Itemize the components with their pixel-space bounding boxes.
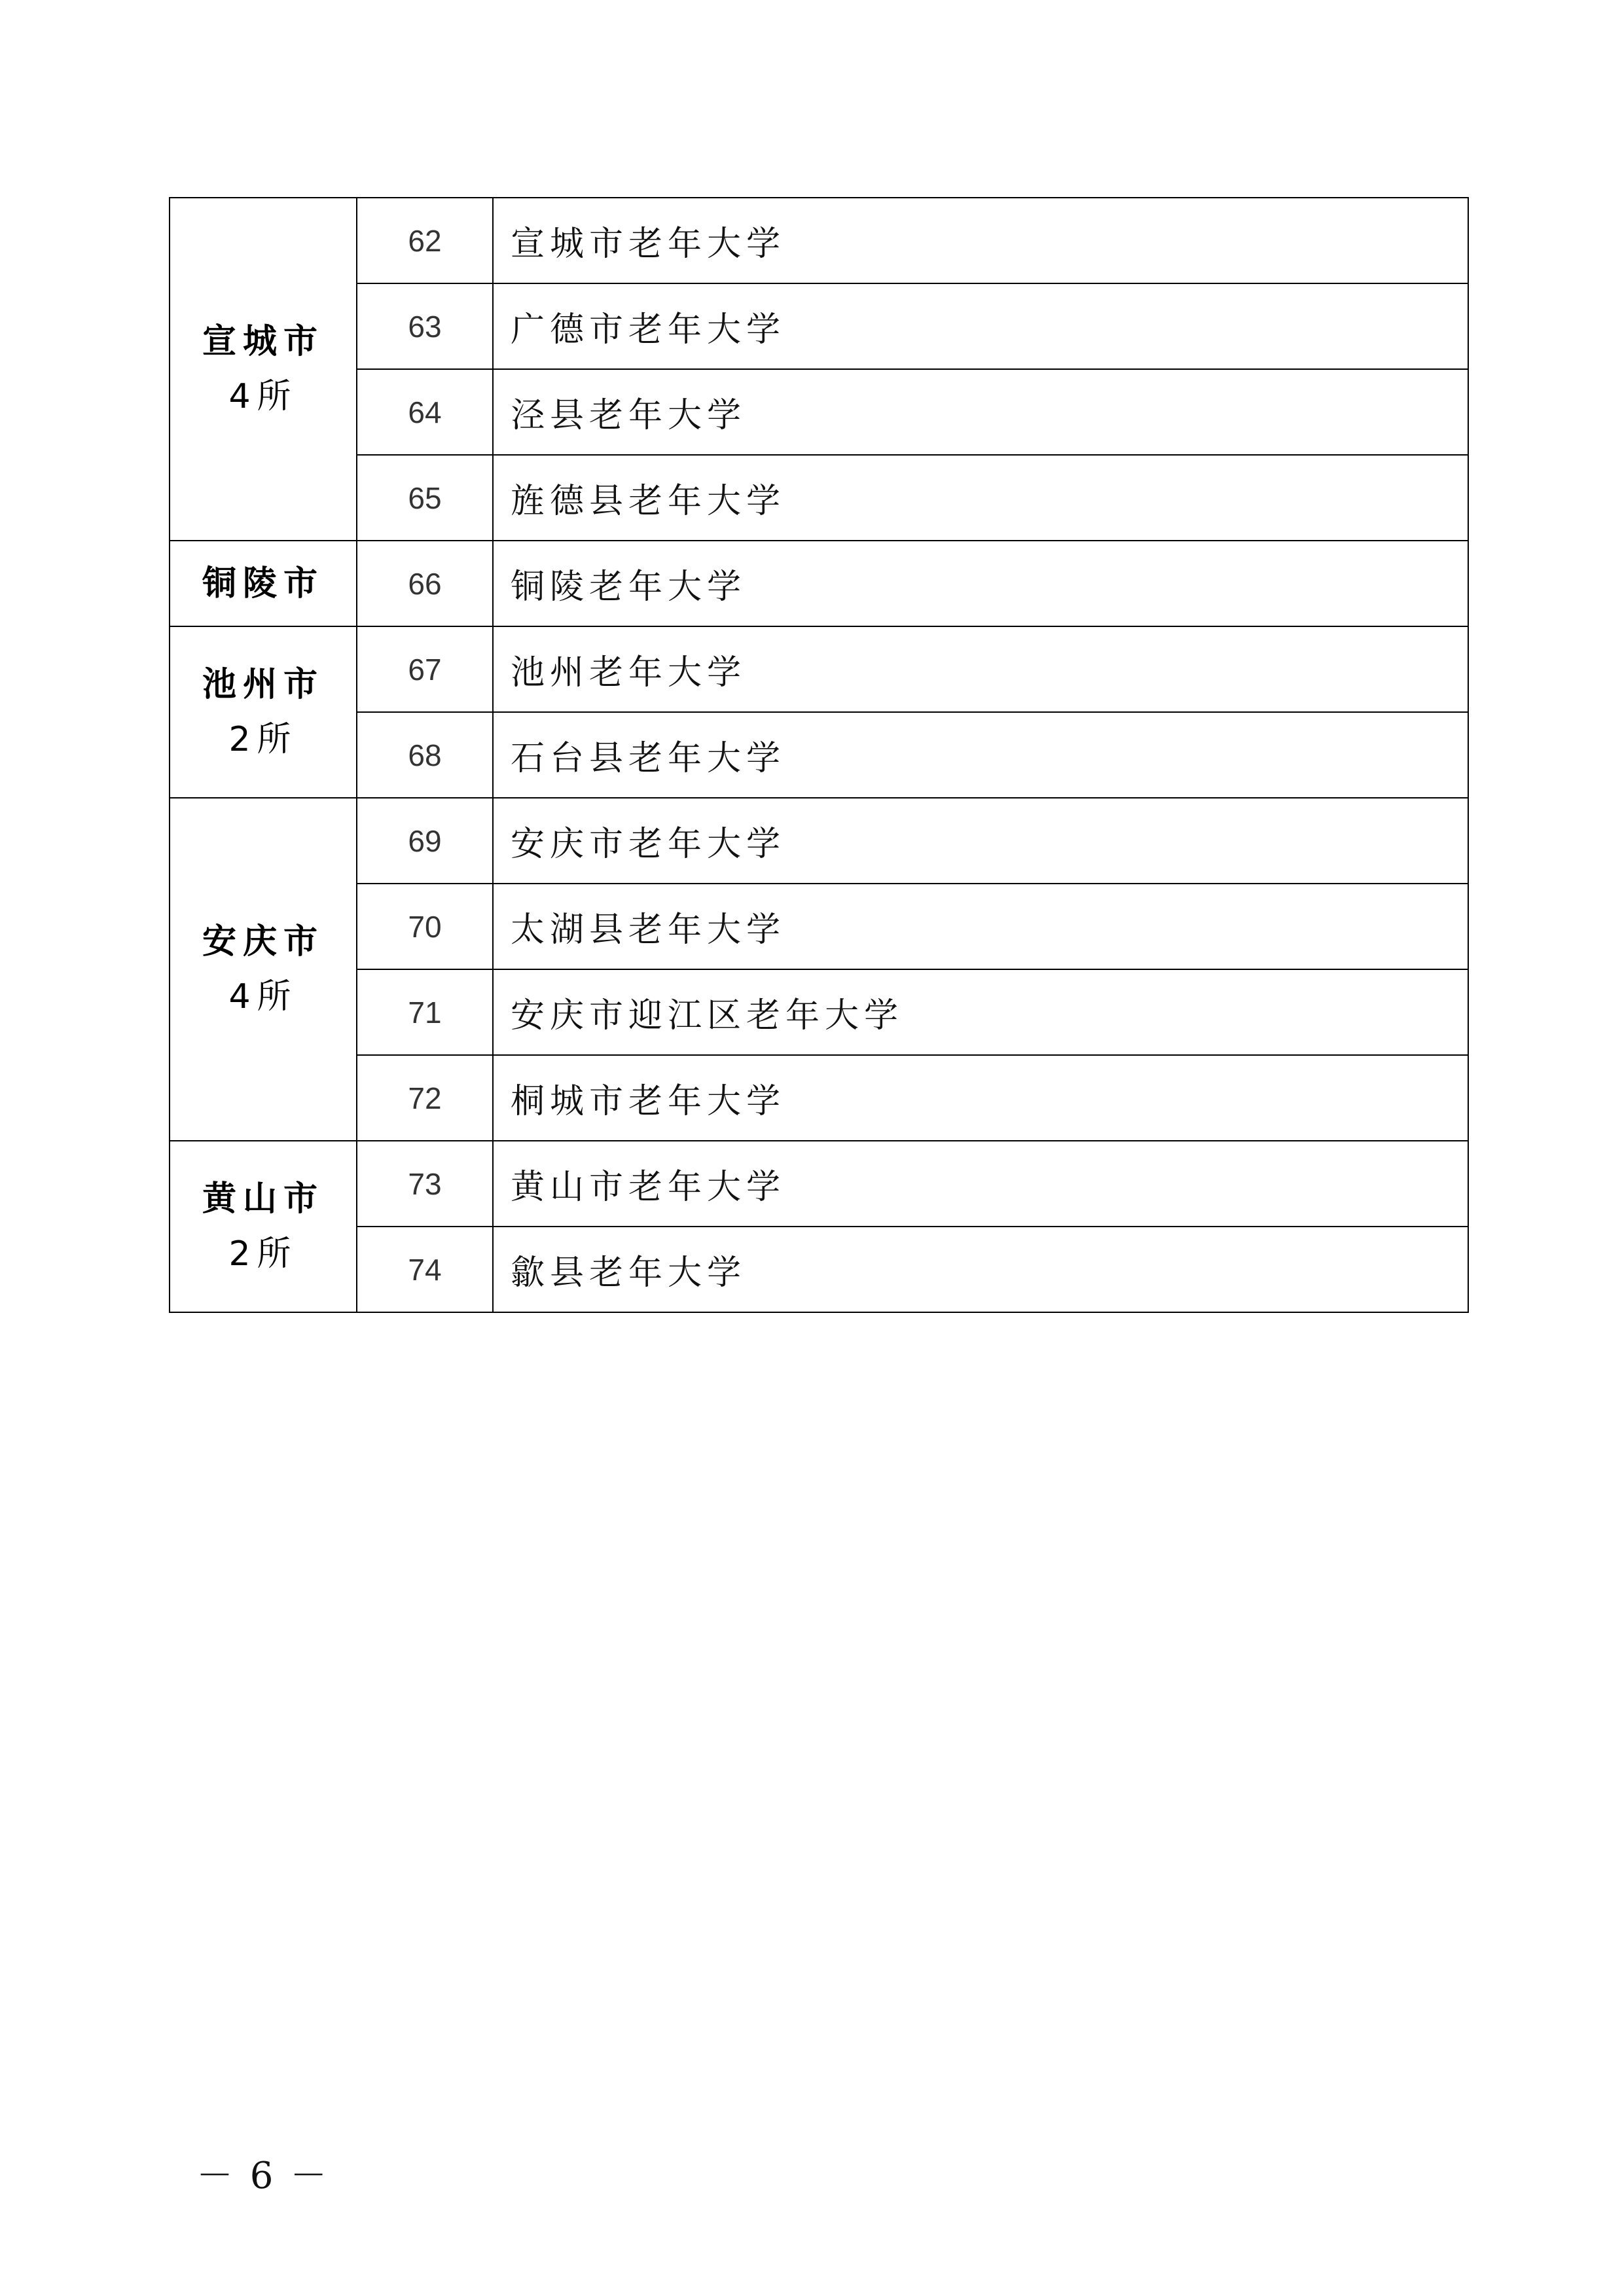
table-row <box>170 798 1468 884</box>
institution-name: 铜陵老年大学 <box>493 541 1468 626</box>
institution-name: 宣城市老年大学 <box>493 198 1468 283</box>
table-row <box>170 969 1468 1055</box>
institution-name: 广德市老年大学 <box>493 283 1468 369</box>
row-number: 66 <box>357 541 493 626</box>
institution-name: 太湖县老年大学 <box>493 884 1468 969</box>
institution-table-body <box>170 198 1468 1312</box>
region-name: 黄山市 <box>202 1179 324 1219</box>
region-name: 铜陵市 <box>202 564 324 603</box>
page-number: － 6 － <box>196 2155 330 2197</box>
table-row <box>170 1055 1468 1141</box>
institution-name: 旌德县老年大学 <box>493 455 1468 541</box>
table-row <box>170 1227 1468 1312</box>
region-name: 宣城市 <box>202 322 324 361</box>
table-row <box>170 626 1468 712</box>
table-row <box>170 712 1468 798</box>
region-name: 安庆市 <box>202 922 324 961</box>
row-number: 65 <box>357 455 493 541</box>
region-count: 4所 <box>228 977 298 1016</box>
table-row <box>170 541 1468 626</box>
institution-name: 池州老年大学 <box>493 626 1468 712</box>
row-number: 63 <box>357 283 493 369</box>
row-number: 72 <box>357 1055 493 1141</box>
region-cell <box>170 541 357 626</box>
region-name: 池州市 <box>202 665 324 704</box>
row-number: 71 <box>357 969 493 1055</box>
institution-name: 安庆市迎江区老年大学 <box>493 969 1468 1055</box>
row-number: 69 <box>357 798 493 884</box>
region-cell <box>170 798 357 1141</box>
institution-name: 歙县老年大学 <box>493 1227 1468 1312</box>
region-count: 2所 <box>228 720 298 759</box>
region-cell <box>170 198 357 541</box>
institution-name: 安庆市老年大学 <box>493 798 1468 884</box>
institution-name: 泾县老年大学 <box>493 369 1468 455</box>
row-number: 68 <box>357 712 493 798</box>
row-number: 74 <box>357 1227 493 1312</box>
region-count: 4所 <box>228 377 298 416</box>
table-row <box>170 884 1468 969</box>
table-row <box>170 369 1468 455</box>
row-number: 62 <box>357 198 493 283</box>
table-row <box>170 283 1468 369</box>
row-number: 67 <box>357 626 493 712</box>
region-cell <box>170 1141 357 1312</box>
region-count: 2所 <box>228 1234 298 1274</box>
table-row <box>170 1141 1468 1227</box>
institution-name: 石台县老年大学 <box>493 712 1468 798</box>
row-number: 73 <box>357 1141 493 1227</box>
institution-name: 黄山市老年大学 <box>493 1141 1468 1227</box>
institution-name: 桐城市老年大学 <box>493 1055 1468 1141</box>
region-cell <box>170 626 357 798</box>
row-number: 64 <box>357 369 493 455</box>
table-row <box>170 455 1468 541</box>
row-number: 70 <box>357 884 493 969</box>
institution-table <box>169 197 1469 1313</box>
table-row <box>170 198 1468 283</box>
